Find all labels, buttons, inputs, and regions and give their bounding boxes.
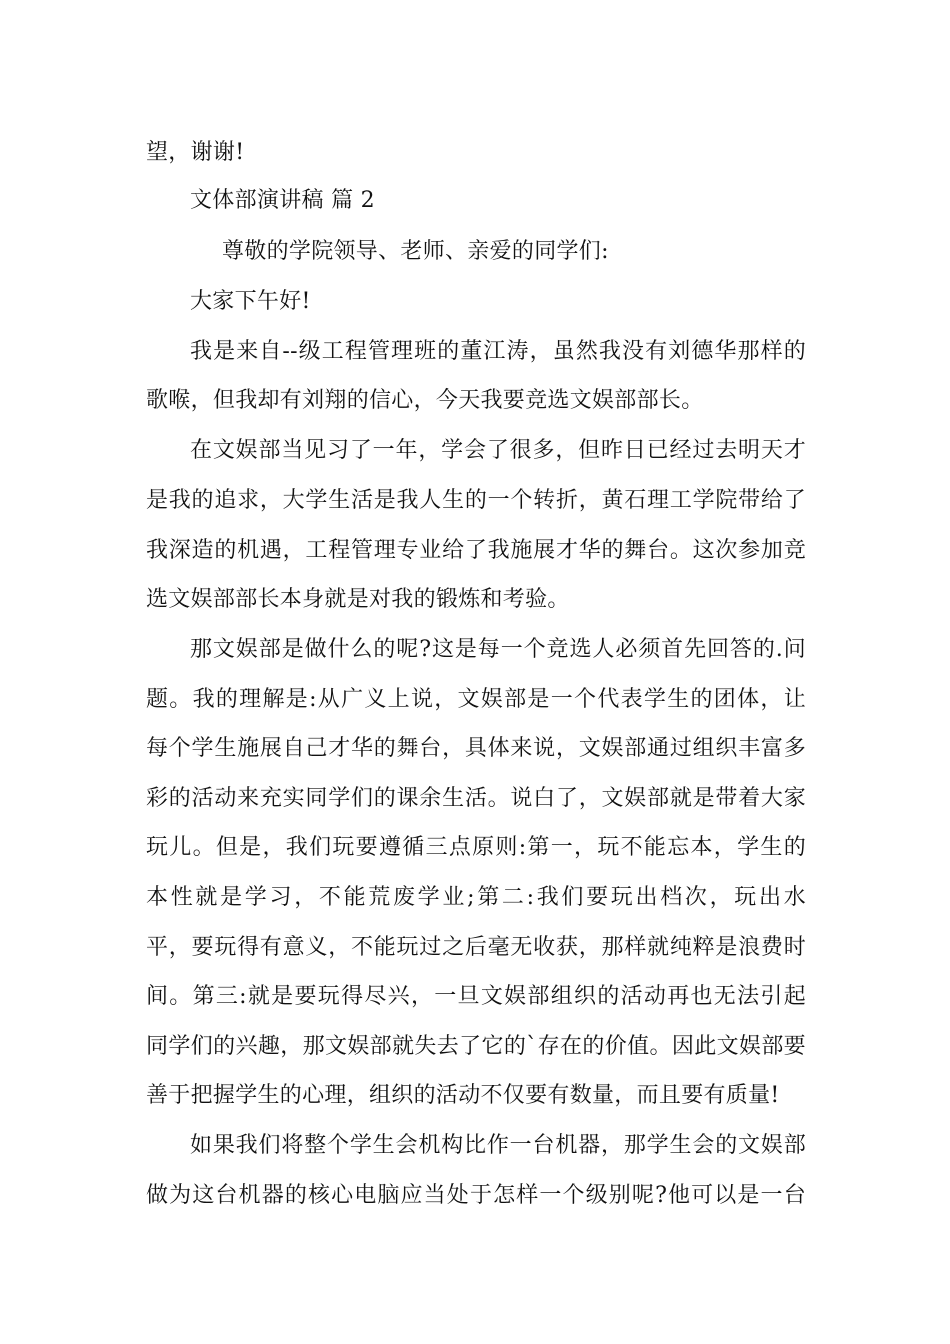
text-line: 我是来自--级工程管理班的董江涛，虽然我没有刘德华那样的 bbox=[190, 339, 806, 364]
text-line: 同学们的兴趣，那文娱部就失去了它的`存在的价值。因此文娱部要 bbox=[146, 1034, 806, 1059]
section-heading: 文体部演讲稿 篇 2 bbox=[190, 188, 375, 213]
text-line: 我深造的机遇，工程管理专业给了我施展才华的舞台。这次参加竞 bbox=[146, 538, 806, 563]
text-line: 间。第三:就是要玩得尽兴，一旦文娱部组织的活动再也无法引起 bbox=[146, 984, 806, 1009]
text-line: 做为这台机器的核心电脑应当处于怎样一个级别呢?他可以是一台 bbox=[146, 1183, 806, 1208]
salutation: 尊敬的学院领导、老师、亲爱的同学们: bbox=[222, 239, 609, 264]
text-line: 那文娱部是做什么的呢?这是每一个竞选人必须首先回答的.问 bbox=[190, 637, 806, 662]
text-line: 在文娱部当见习了一年，学会了很多，但昨日已经过去明天才 bbox=[190, 438, 806, 463]
text-line: 是我的追求，大学生活是我人生的一个转折，黄石理工学院带给了 bbox=[146, 488, 806, 513]
text-line: 平，要玩得有意义，不能玩过之后毫无收获，那样就纯粹是浪费时 bbox=[146, 935, 806, 960]
text-line: 玩儿。但是，我们玩要遵循三点原则:第一，玩不能忘本，学生的 bbox=[146, 835, 806, 860]
text-line: 如果我们将整个学生会机构比作一台机器，那学生会的文娱部 bbox=[190, 1133, 806, 1158]
text-line: 彩的活动来充实同学们的课余生活。说白了，文娱部就是带着大家 bbox=[146, 786, 806, 811]
text-line: 每个学生施展自己才华的舞台，具体来说，文娱部通过组织丰富多 bbox=[146, 736, 806, 761]
text-line: 题。我的理解是:从广义上说，文娱部是一个代表学生的团体，让 bbox=[146, 687, 806, 712]
text-line: 本性就是学习，不能荒废学业;第二:我们要玩出档次，玩出水 bbox=[146, 885, 806, 910]
text-line: 歌喉，但我却有刘翔的信心，今天我要竞选文娱部部长。 bbox=[146, 388, 704, 413]
greeting: 大家下午好! bbox=[190, 289, 311, 314]
text-line: 选文娱部部长本身就是对我的锻炼和考验。 bbox=[146, 587, 570, 612]
text-line: 望，谢谢! bbox=[146, 140, 245, 165]
text-line: 善于把握学生的心理，组织的活动不仅要有数量，而且要有质量! bbox=[146, 1083, 780, 1108]
